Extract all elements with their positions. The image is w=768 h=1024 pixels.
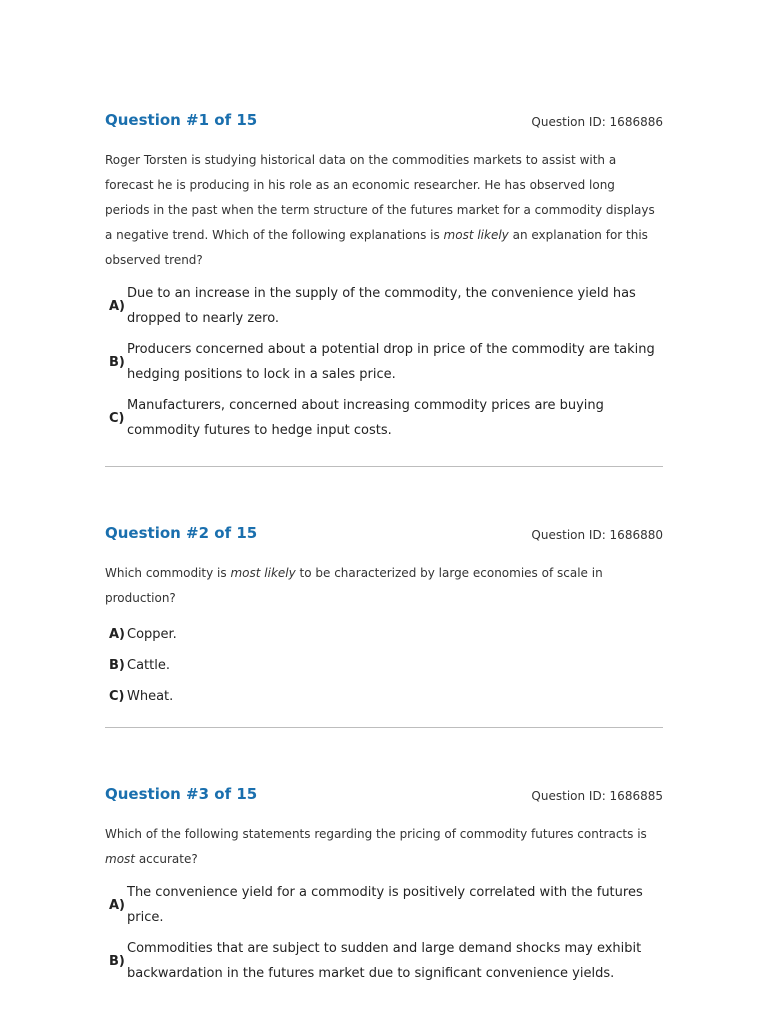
question-header	[105, 110, 663, 134]
answer-option-b[interactable]	[105, 653, 663, 678]
question-title: Question #2 of 15	[105, 524, 258, 542]
stem-text: Which commodity is	[105, 566, 231, 580]
option-text: Wheat.	[127, 689, 174, 704]
option-letter: B)	[109, 658, 125, 673]
option-letter: C)	[109, 689, 125, 704]
answer-option-c[interactable]	[105, 684, 663, 709]
option-text: Copper.	[127, 627, 177, 642]
question-id: Question ID: 1686880	[531, 528, 663, 542]
option-text: Manufacturers, concerned about increasing commodity prices are buying commodity futures to hedge input costs.	[127, 398, 604, 438]
option-letter: A)	[109, 298, 126, 314]
option-text: Cattle.	[127, 658, 170, 673]
question-header	[105, 784, 663, 808]
option-letter: B)	[109, 354, 125, 370]
stem-text: Which of the following statements regarding the pricing of commodity futures contracts is	[105, 827, 647, 841]
option-text: Commodities that are subject to sudden and large demand shocks may exhibit backwardation in the futures market due to significant convenience yields.	[127, 941, 642, 981]
option-text: The convenience yield for a commodity is positively correlated with the futures price.	[127, 885, 643, 925]
stem-text-end: accurate?	[135, 852, 198, 866]
question-header	[105, 523, 663, 547]
option-letter: A)	[109, 627, 126, 642]
answer-option-b[interactable]	[105, 936, 663, 986]
answer-option-a[interactable]	[105, 622, 663, 647]
question-title: Question #1 of 15	[105, 111, 258, 129]
option-letter: B)	[109, 953, 125, 969]
stem-text: Roger Torsten is studying historical data on the commodities markets to assist with a forecast he is producing in his role as an economic researcher. He has observed long periods in the past when the term structure of the futures market for a commodity displays a negative trend. Which of the following explanations is	[105, 153, 655, 242]
question-stem	[105, 822, 663, 872]
stem-emphasis: most likely	[230, 566, 296, 580]
answer-option-b[interactable]	[105, 337, 663, 387]
question-id: Question ID: 1686886	[531, 115, 663, 129]
option-letter: C)	[109, 410, 125, 426]
option-letter: A)	[109, 897, 126, 913]
stem-emphasis: most likely	[443, 228, 509, 242]
question-stem	[105, 148, 663, 273]
question-2	[105, 523, 663, 709]
stem-text-end: an explanation for this observed trend?	[105, 228, 648, 267]
answer-option-a[interactable]	[105, 281, 663, 331]
question-id: Question ID: 1686885	[531, 789, 663, 803]
stem-emphasis: most	[105, 852, 135, 866]
divider	[105, 727, 663, 728]
answer-option-a[interactable]	[105, 880, 663, 930]
question-3	[105, 784, 663, 986]
option-text: Due to an increase in the supply of the commodity, the convenience yield has dropped to nearly zero.	[127, 286, 636, 326]
answer-option-c[interactable]	[105, 393, 663, 443]
option-text: Producers concerned about a potential drop in price of the commodity are taking hedging positions to lock in a sales price.	[127, 342, 655, 382]
stem-text-end: to be characterized by large economies of scale in production?	[105, 566, 603, 605]
question-1	[105, 110, 663, 443]
divider	[105, 466, 663, 467]
question-stem	[105, 561, 663, 611]
question-title: Question #3 of 15	[105, 785, 258, 803]
